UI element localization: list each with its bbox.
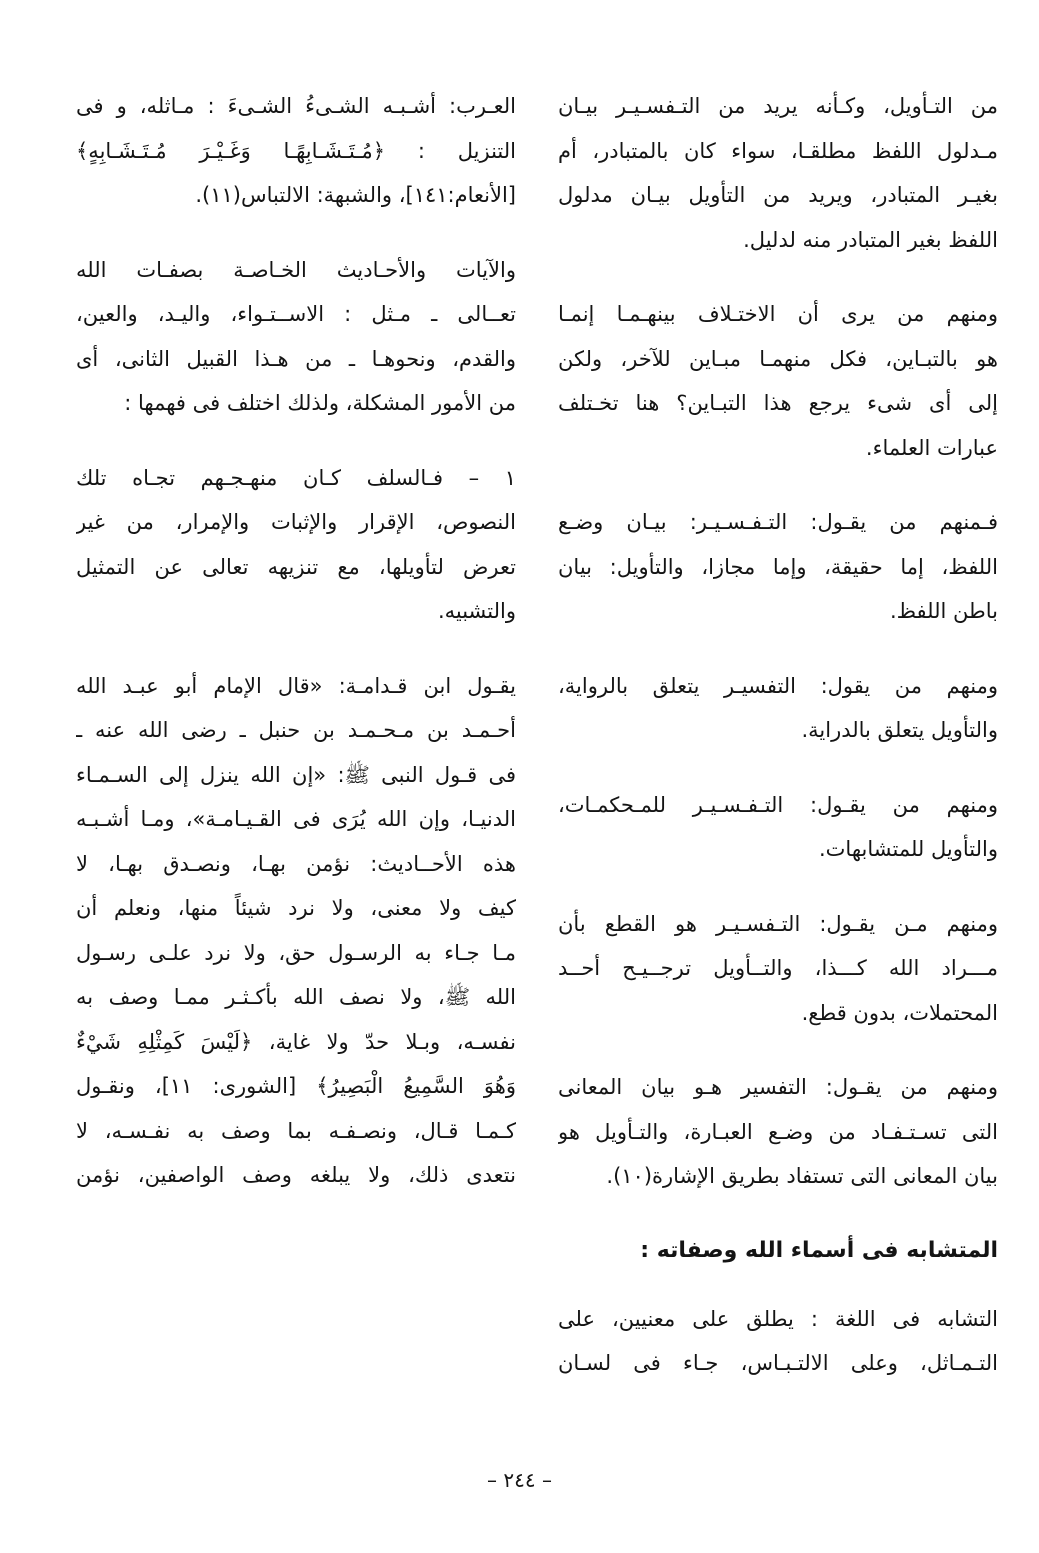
text-line: التنزيل : ﴿مُـتَـشَـابِهًـا وَغَـيْـرَ مُـتَـشَـابِهٍ﴾ bbox=[76, 138, 516, 163]
paragraph-opinion-5 bbox=[558, 1065, 998, 1199]
text-line: إلى أى شىء يرجع هذا التبـاين؟ هنا تخـتلف bbox=[558, 391, 998, 415]
text-line: ١ – فـالسلف كـان منهـجـهم تجـاه تلك bbox=[76, 465, 516, 490]
paragraph-lisan-al-arab bbox=[76, 84, 516, 218]
text-line: كـمـا قـال، ونصـفـه بما وصف به نفـسـه، لا bbox=[76, 1118, 516, 1143]
text-line: اللفظ بغير المتبادر منه لدليل. bbox=[743, 227, 998, 252]
text-line: التشابه فى اللغة : يطلق على معنيين، على bbox=[558, 1306, 998, 1331]
text-line: ومنهم من يقـول: التفسير هـو بيان المعانى bbox=[558, 1075, 998, 1099]
paragraph-difference-contrast bbox=[558, 292, 998, 470]
text-line: مـا جـاء به الرسـول حق، ولا نرد علـى رسـول bbox=[76, 940, 516, 965]
paragraph-linguistic-definition bbox=[558, 1297, 998, 1386]
paragraph-salaf-method bbox=[76, 456, 516, 634]
paragraph-opinion-3 bbox=[558, 783, 998, 872]
text-line: المحتملات، بدون قطع. bbox=[801, 1000, 998, 1025]
paragraph-attributes-verses bbox=[76, 248, 516, 426]
text-line: عبارات العلماء. bbox=[865, 435, 998, 460]
text-line: من التـأويل، وكـأنه يريد من التـفسـيـر بيـان bbox=[558, 94, 998, 118]
paragraph-tafsir-tawil-general bbox=[558, 84, 998, 262]
paragraph-opinion-1 bbox=[558, 500, 998, 634]
text-line: باطن اللفظ. bbox=[889, 599, 998, 623]
text-line: [الأنعام:١٤١]، والشبهة: الالتباس(١١). bbox=[195, 183, 516, 207]
text-line: والقدم، ونحوهـا ـ من هـذا القبيل الثانى، أى bbox=[76, 346, 516, 371]
text-line: مـــراد الله كـــذا، والتــأويل ترجــيـح أحــد bbox=[558, 956, 998, 980]
text-line: مـدلول اللفظ مطلقـا، سواء كان بالمتبادر، أم bbox=[558, 138, 998, 163]
text-line: فى قـول النبى ﷺ: «إن الله ينزل إلى السـمـاء bbox=[76, 762, 516, 787]
text-line: اللفظ، إما حقيقة، وإما مجازا، والتأويل: بيان bbox=[558, 554, 998, 579]
text-line: نتعدى ذلك، ولا يبلغه وصف الواصفين، نؤمن bbox=[76, 1163, 516, 1187]
paragraph-opinion-2 bbox=[558, 664, 998, 753]
text-line: كيف ولا معنى، ولا نرد شيئاً منها، ونعلم أن bbox=[76, 896, 516, 920]
text-line: وَهُوَ السَّمِيعُ الْبَصِيرُ﴾ [الشورى: ١١]، ونقـول bbox=[76, 1074, 516, 1098]
paragraph-ibn-qudama-quote bbox=[76, 664, 516, 1198]
text-line: بيان المعانى التى تستفاد بطريق الإشارة(١٠). bbox=[606, 1164, 998, 1188]
text-line: والتشبيه. bbox=[437, 599, 516, 623]
text-line: ومنهم من يرى أن الاختـلاف بينهـمـا إنمـا bbox=[558, 302, 998, 326]
left-column bbox=[76, 84, 516, 1228]
text-line: التى تسـتـفـاد من وضـع العبـارة، والتـأويل هو bbox=[558, 1119, 998, 1144]
text-line: فـمنهم من يقـول: التـفـسـيـر: بيـان وضـع bbox=[558, 510, 998, 534]
paragraph-opinion-4 bbox=[558, 902, 998, 1036]
text-line: هو بالتبـاين، فكل منهمـا مبـاين للآخر، ولكن bbox=[558, 346, 998, 371]
text-line: هذه الأحــاديث: نؤمن بهـا، ونصـدق بهـا، لا bbox=[76, 851, 516, 876]
text-line: التـمـاثل، وعلى الالتـبـاس، جـاء فى لسـان bbox=[558, 1351, 998, 1375]
text-line: تعــالى ـ مـثل : الاســتـواء، واليـد، والعين، bbox=[76, 302, 516, 326]
text-line: ومنهم من يقول: التفسيـر يتعلق بالرواية، bbox=[558, 673, 998, 698]
text-line: ومنهم مـن يقـول: التـفسـيـر هو القطع بأن bbox=[558, 911, 998, 936]
text-line: النصوص، الإقرار والإثبات والإمرار، من غير bbox=[76, 510, 516, 534]
section-heading: المتشابه فى أسماء الله وصفاته : bbox=[640, 1237, 998, 1263]
text-line: من الأمور المشكلة، ولذلك اختلف فى فهمها : bbox=[124, 391, 516, 415]
text-line: تعرض لتأويلها، مع تنزيهه تعالى عن التمثيل bbox=[76, 554, 516, 579]
text-line: والتأويل يتعلق بالدراية. bbox=[801, 718, 998, 742]
text-line: ومنهم من يقـول: التـفـسـيـر للمـحكمـات، bbox=[558, 792, 998, 817]
text-line: يقـول ابن قـدامـة: «قال الإمام أبو عبـد الله bbox=[76, 673, 516, 698]
text-line: أحـمـد بن مـحـمـد بن حنبل ـ رضى الله عنه ـ bbox=[76, 718, 516, 742]
text-line: الدنيـا، وإن الله يُرَى فى القـيـامـة»، ومـا أشـبـه bbox=[76, 807, 516, 831]
right-column bbox=[558, 84, 998, 1416]
page-number: – ٢٤٤ – bbox=[487, 1468, 552, 1492]
text-line: والتأويل للمتشابهات. bbox=[818, 837, 998, 861]
text-line: نفسـه، وبـلا حدّ ولا غاية، ﴿لَيْسَ كَمِثْلِهِ شَيْءٌ bbox=[76, 1029, 516, 1054]
text-line: بغيـر المتبادر، ويريد من التأويل بيـان مدلول bbox=[558, 183, 998, 207]
text-line: والآيات والأحـاديث الخـاصـة بصفـات الله bbox=[76, 257, 516, 282]
text-line: الله ﷺ، ولا نصف الله بأكـثـر ممـا وصف به bbox=[76, 985, 516, 1009]
text-line: العـرب: أشـبـه الشـىءُ الشـىءَ : مـاثله، و فى bbox=[76, 94, 516, 118]
